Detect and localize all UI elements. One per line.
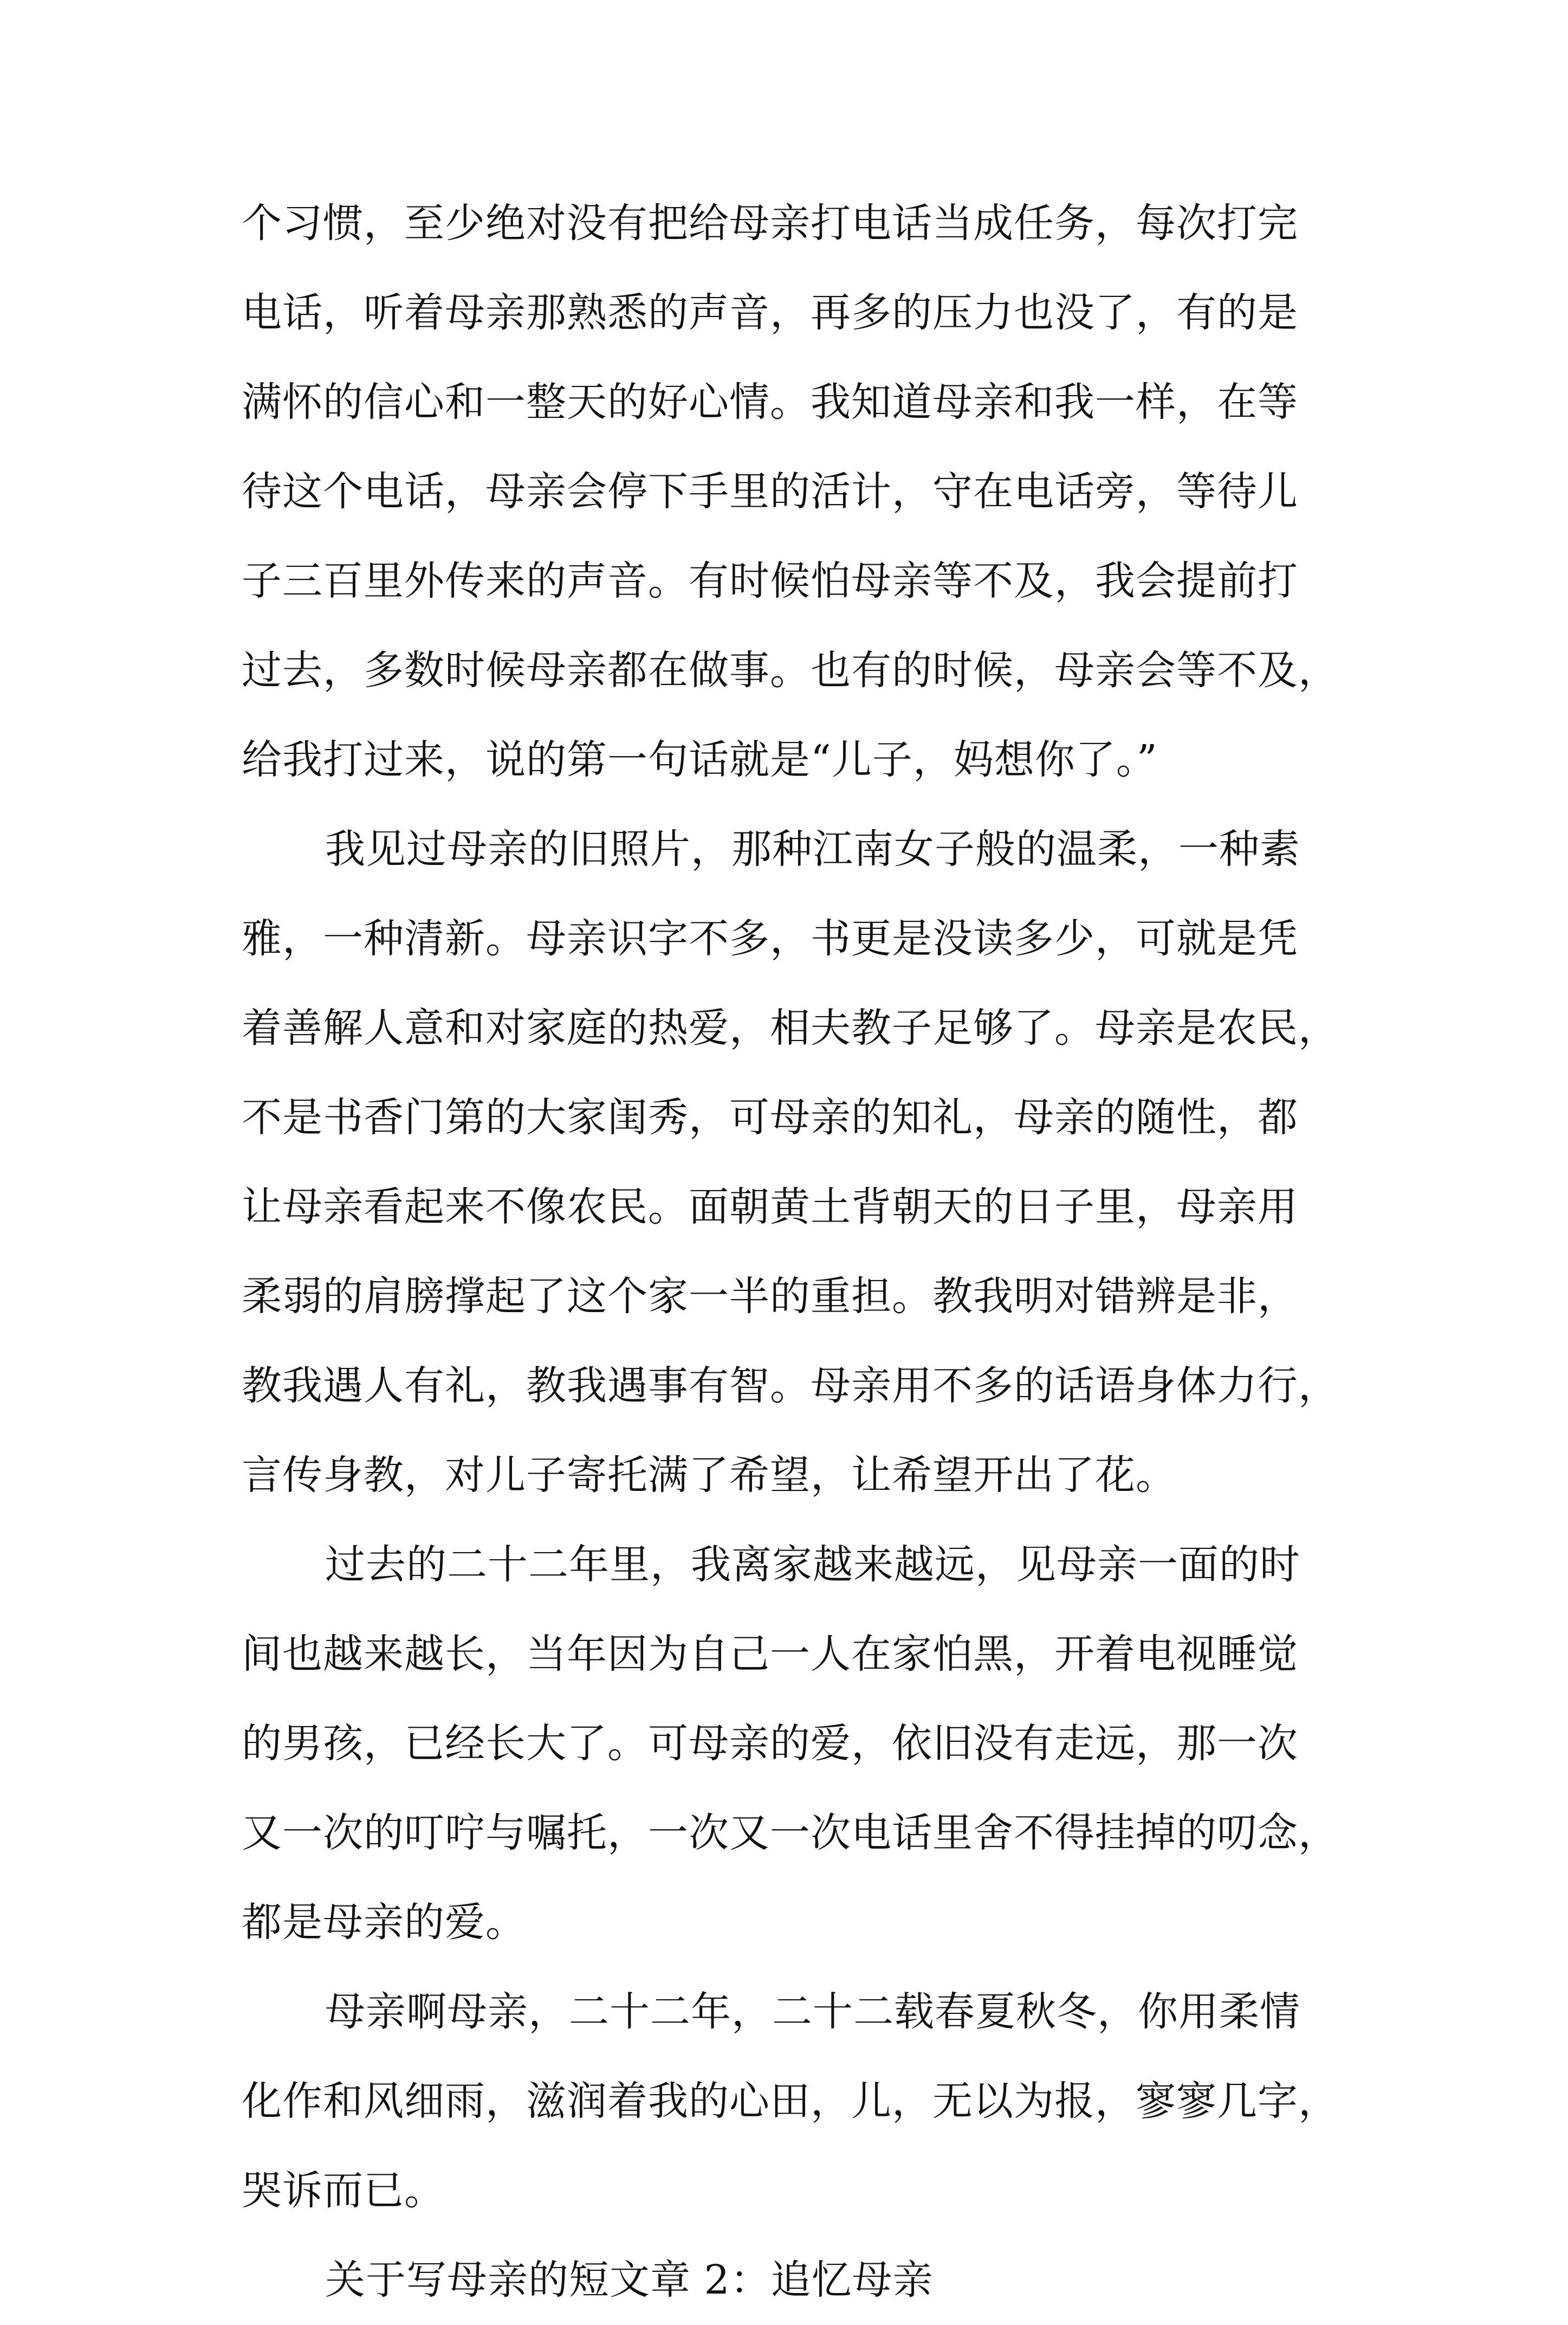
- text-line: 着善解人意和对家庭的热爱，相夫教子足够了。母亲是农民，: [242, 1005, 1339, 1051]
- text-line: 让母亲看起来不像农民。面朝黄土背朝天的日子里，母亲用: [242, 1184, 1298, 1230]
- text-line: 电话，听着母亲那熟悉的声音，再多的压力也没了，有的是: [242, 289, 1298, 336]
- text-line: 间也越来越长，当年因为自己一人在家怕黑，开着电视睡觉: [242, 1631, 1298, 1677]
- text-line: 个习惯，至少绝对没有把给母亲打电话当成任务，每次打完: [242, 200, 1298, 247]
- section-heading: 关于写母亲的短文章 2：追忆母亲: [325, 2257, 934, 2303]
- text-line: 子三百里外传来的声音。有时候怕母亲等不及，我会提前打: [242, 558, 1298, 604]
- text-line: 不是书香门第的大家闺秀，可母亲的知礼，母亲的随性，都: [242, 1094, 1298, 1141]
- text-line: 教我遇人有礼，教我遇事有智。母亲用不多的话语身体力行，: [242, 1362, 1339, 1409]
- paragraph-first-line: 过去的二十二年里，我离家越来越远，见母亲一面的时: [325, 1541, 1300, 1588]
- paragraph-first-line: 我见过母亲的旧照片，那种江南女子般的温柔，一种素: [325, 826, 1300, 873]
- paragraph-first-line: 母亲啊母亲，二十二年，二十二载春夏秋冬，你用柔情: [325, 1988, 1300, 2035]
- text-line: 待这个电话，母亲会停下手里的活计，守在电话旁，等待儿: [242, 468, 1298, 515]
- document-body: [242, 179, 1342, 2325]
- text-line: 都是母亲的爱。: [242, 1899, 526, 1946]
- text-line: 给我打过来，说的第一句话就是“儿子，妈想你了。”: [242, 737, 1158, 783]
- text-line: 柔弱的肩膀撑起了这个家一半的重担。教我明对错辨是非，: [242, 1273, 1298, 1320]
- text-line: 雅，一种清新。母亲识字不多，书更是没读多少，可就是凭: [242, 915, 1298, 962]
- text-line: 的男孩，已经长大了。可母亲的爱，依旧没有走远，那一次: [242, 1720, 1298, 1767]
- text-line: 哭诉而已。: [242, 2167, 445, 2214]
- text-line: 化作和风细雨，滋润着我的心田，儿，无以为报，寥寥几字，: [242, 2078, 1339, 2124]
- text-line: 过去，多数时候母亲都在做事。也有的时候，母亲会等不及，: [242, 647, 1339, 694]
- text-line: 满怀的信心和一整天的好心情。我知道母亲和我一样，在等: [242, 379, 1298, 425]
- text-line: 又一次的叮咛与嘱托，一次又一次电话里舍不得挂掉的叨念，: [242, 1810, 1339, 1856]
- text-line: 言传身教，对儿子寄托满了希望，让希望开出了花。: [242, 1452, 1176, 1499]
